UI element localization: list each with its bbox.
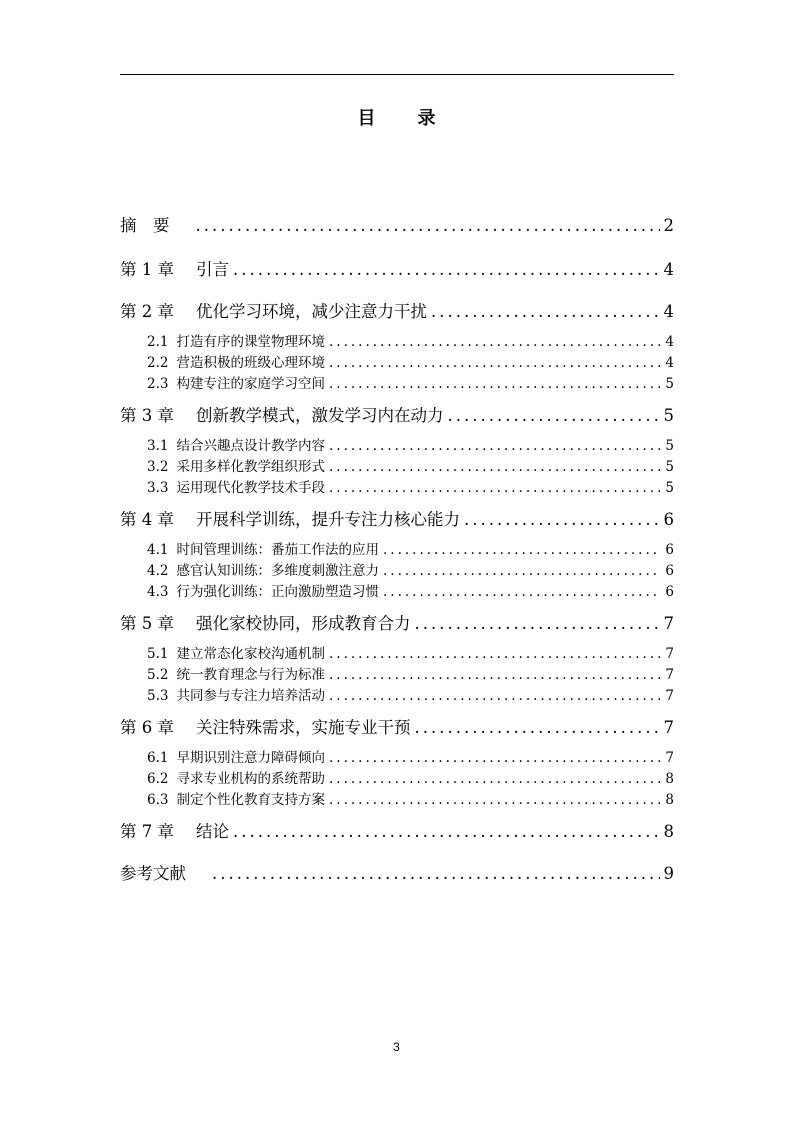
toc-entry-page: 8: [665, 771, 674, 787]
toc-entry-label: 行为强化训练：正向激励塑造习惯: [176, 584, 379, 600]
toc-section-entry[interactable]: [147, 372, 674, 392]
toc-dot-leader: [329, 667, 661, 683]
toc-entry-page: 4: [663, 260, 674, 279]
toc-entry-label: 结合兴趣点设计教学内容: [176, 438, 325, 454]
toc-title: 目 录: [357, 108, 448, 129]
toc-section-entry[interactable]: [147, 538, 674, 558]
toc-entry-label: 引言: [196, 260, 229, 279]
toc-entry-number: 2.2: [147, 355, 169, 371]
toc-entry-label: 采用多样化教学组织形式: [176, 459, 325, 475]
toc-entry-label: 优化学习环境，减少注意力干扰: [196, 302, 427, 321]
toc-entry-page: 7: [663, 718, 674, 737]
toc-entry-page: 7: [665, 688, 674, 704]
toc-entry-page: 9: [663, 864, 674, 883]
toc-entry-label: 构建专注的家庭学习空间: [176, 376, 325, 392]
toc-dot-leader: [233, 822, 660, 841]
toc-section-entry[interactable]: [147, 351, 674, 371]
page-number: 3: [393, 1040, 400, 1054]
toc-entry-number: 3.3: [147, 480, 169, 496]
toc-entry-page: 7: [665, 646, 674, 662]
toc-dot-leader: [212, 864, 660, 883]
toc-entry-number: 6.1: [147, 750, 169, 766]
toc-entry-number: 第 6 章: [120, 718, 174, 737]
toc-entry-page: 7: [665, 667, 674, 683]
toc-entry-number: 第 5 章: [120, 614, 174, 633]
toc-section-entry[interactable]: [147, 434, 674, 454]
toc-dot-leader: [383, 563, 661, 579]
toc-entry-number: 3.2: [147, 459, 169, 475]
toc-entry-number: 4.3: [147, 584, 169, 600]
toc-entry-number: 2.3: [147, 376, 169, 392]
toc-chapter-entry[interactable]: [120, 506, 674, 530]
toc-dot-leader: [233, 260, 660, 279]
toc-entry-page: 2: [663, 216, 674, 235]
toc-entry-number: 第 4 章: [120, 510, 174, 529]
toc-entry-page: 5: [665, 376, 674, 392]
toc-entry-label: 营造积极的班级心理环境: [176, 355, 325, 371]
toc-entry-page: 8: [665, 792, 674, 808]
toc-dot-leader: [448, 406, 660, 425]
toc-entry-label: 关注特殊需求，实施专业干预: [196, 718, 411, 737]
toc-entry-label: 共同参与专注力培养活动: [176, 688, 325, 704]
toc-entry-number: 6.3: [147, 792, 169, 808]
toc-section-entry[interactable]: [147, 559, 674, 579]
toc-entry-label: 结论: [196, 822, 229, 841]
toc-entry-number: 摘 要: [120, 216, 170, 235]
toc-dot-leader: [196, 216, 660, 235]
toc-entry-label: 强化家校协同，形成教育合力: [196, 614, 411, 633]
toc-entry-label: 寻求专业机构的系统帮助: [176, 771, 325, 787]
toc-dot-leader: [329, 438, 661, 454]
toc-dot-leader: [329, 792, 661, 808]
toc-dot-leader: [329, 688, 661, 704]
toc-entry-label: 时间管理训练：番茄工作法的应用: [176, 542, 379, 558]
toc-entry-number: 第 3 章: [120, 406, 174, 425]
toc-entry-number: 第 2 章: [120, 302, 174, 321]
toc-section-entry[interactable]: [147, 767, 674, 787]
toc-section-entry[interactable]: [147, 788, 674, 808]
toc-section-entry[interactable]: [147, 684, 674, 704]
toc-section-entry[interactable]: [147, 476, 674, 496]
toc-entry-number: 5.2: [147, 667, 169, 683]
toc-chapter-entry[interactable]: [120, 402, 674, 426]
toc-dot-leader: [329, 750, 661, 766]
toc-section-entry[interactable]: [147, 663, 674, 683]
toc-entry-page: 4: [665, 355, 674, 371]
toc-entry-number: 4.2: [147, 563, 169, 579]
toc-chapter-entry[interactable]: [120, 256, 674, 280]
toc-dot-leader: [329, 480, 661, 496]
toc-entry-page: 5: [665, 459, 674, 475]
toc-entry-page: 7: [663, 614, 674, 633]
toc-chapter-entry[interactable]: [120, 818, 674, 842]
toc-dot-leader: [329, 771, 661, 787]
toc-dot-leader: [329, 459, 661, 475]
toc-entry-page: 6: [665, 584, 674, 600]
toc-entry-label: 运用现代化教学技术手段: [176, 480, 325, 496]
toc-entry-number: 参考文献: [120, 864, 186, 883]
toc-section-entry[interactable]: [147, 330, 674, 350]
toc-entry-number: 5.1: [147, 646, 169, 662]
toc-dot-leader: [329, 646, 661, 662]
toc-entry-page: 4: [665, 334, 674, 350]
toc-entry-page: 6: [665, 542, 674, 558]
toc-entry-page: 6: [665, 563, 674, 579]
toc-entry-page: 8: [663, 822, 674, 841]
toc-entry-number: 3.1: [147, 438, 169, 454]
toc-section-entry[interactable]: [147, 746, 674, 766]
toc-dot-leader: [383, 584, 661, 600]
toc-entry-number: 第 1 章: [120, 260, 174, 279]
toc-entry-label: 打造有序的课堂物理环境: [176, 334, 325, 350]
toc-section-entry[interactable]: [147, 642, 674, 662]
toc-dot-leader: [383, 542, 661, 558]
toc-entry-number: 4.1: [147, 542, 169, 558]
toc-dot-leader: [415, 614, 660, 633]
toc-entry-label: 早期识别注意力障碍倾向: [176, 750, 325, 766]
toc-dot-leader: [329, 355, 661, 371]
toc-entry-number: 第 7 章: [120, 822, 174, 841]
toc-entry-page: 6: [663, 510, 674, 529]
toc-chapter-entry[interactable]: [120, 860, 674, 884]
toc-entry-page: 5: [665, 480, 674, 496]
toc-entry-number: 5.3: [147, 688, 169, 704]
toc-entry-page: 4: [663, 302, 674, 321]
toc-dot-leader: [415, 718, 660, 737]
toc-dot-leader: [329, 334, 661, 350]
toc-dot-leader: [464, 510, 660, 529]
toc-entry-label: 制定个性化教育支持方案: [176, 792, 325, 808]
toc-entry-page: 5: [665, 438, 674, 454]
toc-chapter-entry[interactable]: [120, 212, 674, 236]
toc-entry-page: 7: [665, 750, 674, 766]
toc-entry-number: 6.2: [147, 771, 169, 787]
toc-section-entry[interactable]: [147, 580, 674, 600]
toc-entry-label: 感官认知训练：多维度刺激注意力: [176, 563, 379, 579]
toc-entry-page: 5: [663, 406, 674, 425]
toc-entry-number: 2.1: [147, 334, 169, 350]
toc-dot-leader: [431, 302, 660, 321]
toc-entry-label: 创新教学模式，激发学习内在动力: [196, 406, 444, 425]
toc-entry-label: 开展科学训练，提升专注力核心能力: [196, 510, 460, 529]
toc-section-entry[interactable]: [147, 455, 674, 475]
toc-dot-leader: [329, 376, 661, 392]
toc-entry-label: 统一教育理念与行为标准: [176, 667, 325, 683]
toc-chapter-entry[interactable]: [120, 610, 674, 634]
toc-entry-label: 建立常态化家校沟通机制: [176, 646, 325, 662]
toc-chapter-entry[interactable]: [120, 298, 674, 322]
toc-chapter-entry[interactable]: [120, 714, 674, 738]
